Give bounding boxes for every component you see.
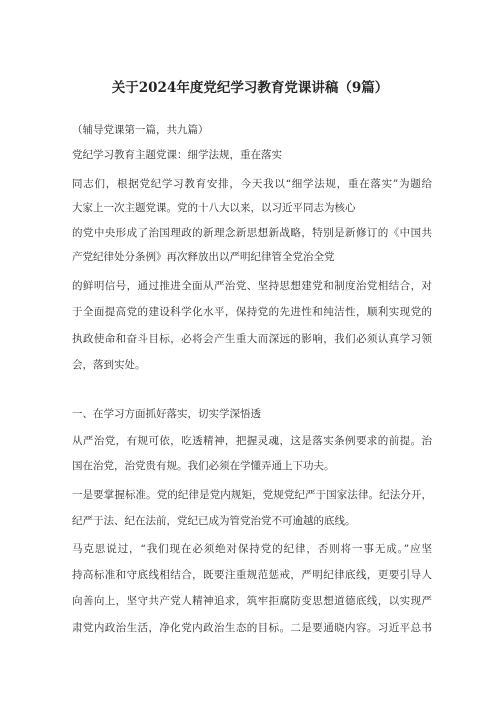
subtitle-line: （辅导党课第一篇，共九篇） xyxy=(72,124,209,136)
body-line: 马克思说过，“我们现在必须绝对保持党的纪律，否则将一事无成。”应坚 xyxy=(72,543,432,555)
body-line: 从严治党，有规可依，吃透精神，把握灵魂，这是落实条例要求的前提。治 xyxy=(72,435,432,447)
topic-line: 党纪学习教育主题党课：细学法规，重在落实 xyxy=(72,149,282,161)
body-line: 会，落到实处。 xyxy=(72,359,146,371)
body-line: 纪严于法、纪在法前，党纪已成为管党治党不可逾越的底线。 xyxy=(72,515,356,527)
body-line: 持高标准和守底线相结合，既要注重规范惩戒，严明纪律底线，更要引导人 xyxy=(72,569,432,581)
document-title: 关于2024年度党纪学习教育党课讲稿（9篇） xyxy=(111,80,389,96)
section-heading: 一、在学习方面抓好落实，切实学深悟透 xyxy=(72,408,261,420)
body-line: 产党纪律处分条例》再次释放出以严明纪律管全党治全党 xyxy=(72,251,335,263)
body-line: 同志们，根据党纪学习教育安排，今天我以“细学法规，重在落实”为题给 xyxy=(72,178,432,190)
body-line: 的鲜明信号，通过推进全面从严治党、坚持思想建党和制度治党相结合，对 xyxy=(72,280,432,292)
body-line: 的党中央形成了治国理政的新理念新思想新战略，特别是新修订的《中国共 xyxy=(72,227,432,239)
body-line: 于全面提高党的建设科学化水平，保持党的先进性和纯洁性，顺利实现党的 xyxy=(72,306,432,318)
body-line: 国在治党，治党贵有规。我们必须在学懂弄通上下功夫。 xyxy=(72,460,335,472)
body-line: 大家上一次主题党课。党的十八大以来，以习近平同志为核心 xyxy=(72,202,356,214)
body-line: 执政使命和奋斗目标，必将会产生重大而深远的影响，我们必须认真学习领 xyxy=(72,333,432,345)
body-line: 一是要掌握标准。党的纪律是党内规矩，党规党纪严于国家法律。纪法分开， xyxy=(72,489,432,501)
body-line: 向善向上，坚守共产党人精神追求，筑牢拒腐防变思想道德底线，以实现严 xyxy=(72,595,432,607)
body-line: 肃党内政治生活，净化党内政治生态的目标。二是要通晓内容。习近平总书 xyxy=(72,622,432,634)
